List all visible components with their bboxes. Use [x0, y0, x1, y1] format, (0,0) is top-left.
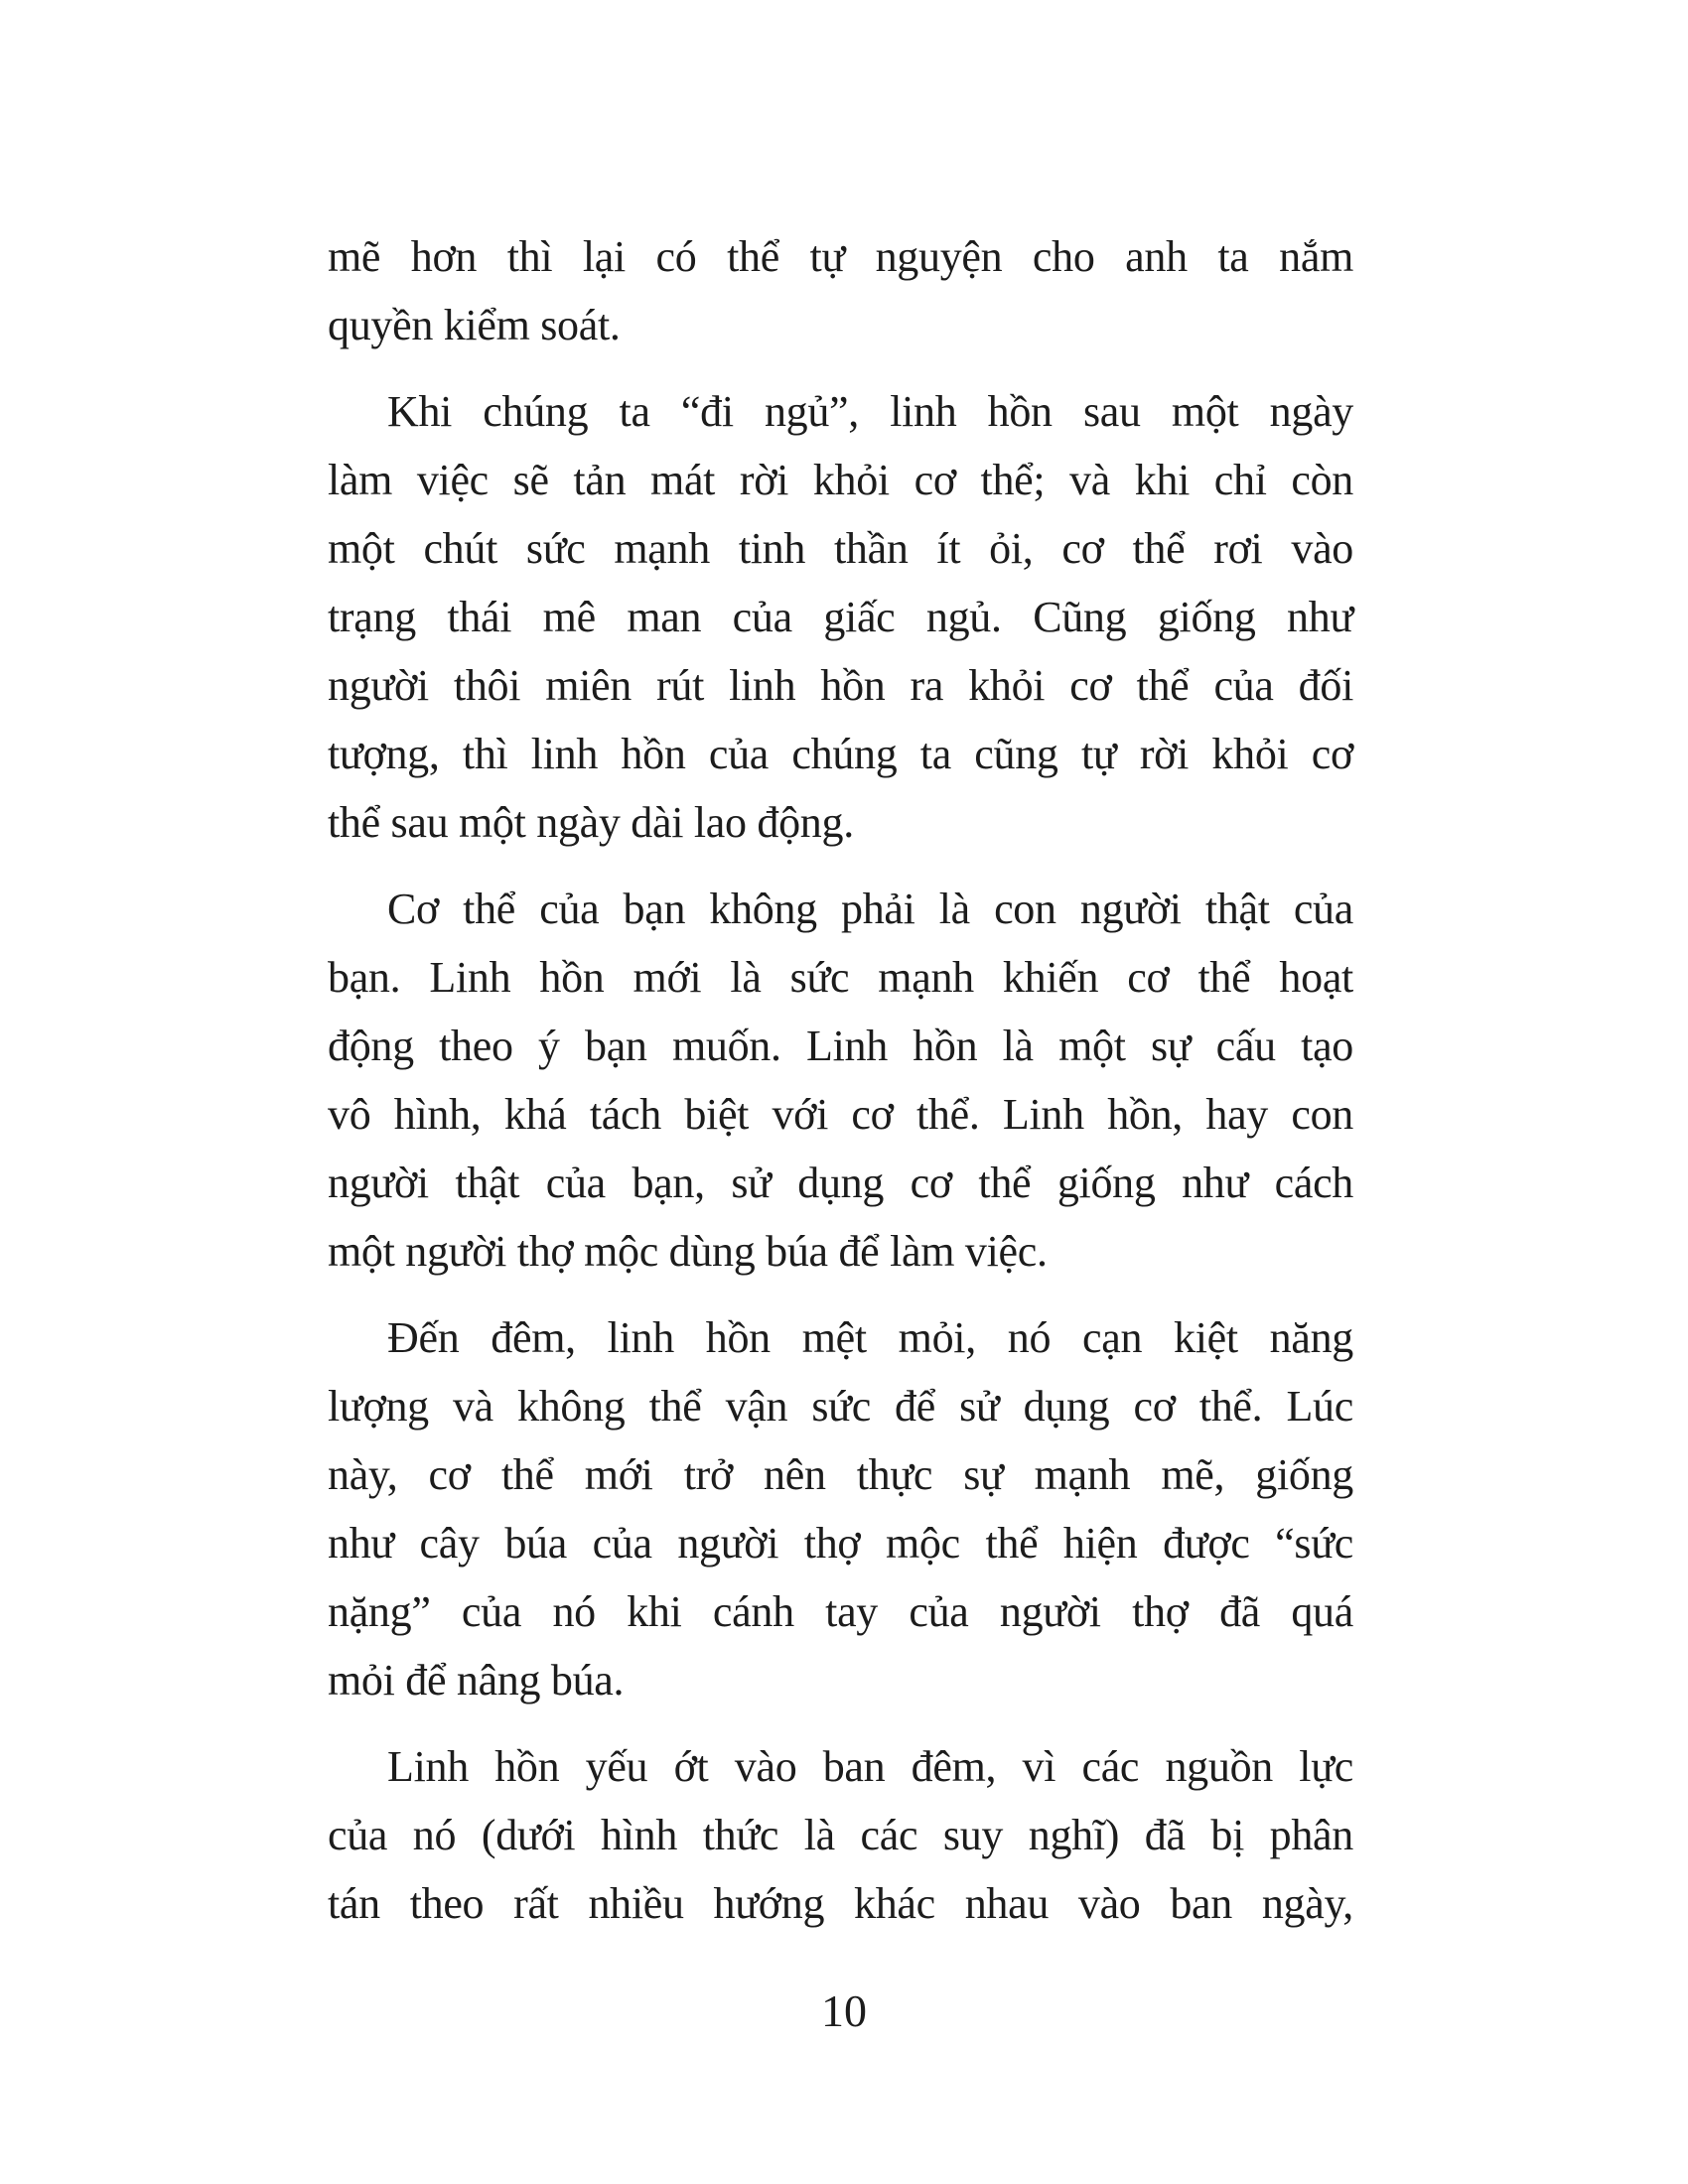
- text-line: như cây búa của người thợ mộc thể hiện được “sức: [328, 1519, 1353, 1568]
- text-line: thể sau một ngày dài lao động.: [328, 798, 854, 847]
- text-line: quyền kiểm soát.: [328, 301, 621, 349]
- text-line: vô hình, khá tách biệt với cơ thể. Linh hồn, hay con: [328, 1090, 1353, 1139]
- body-text: [328, 205, 1353, 1954]
- text-line: mỏi để nâng búa.: [328, 1656, 625, 1705]
- text-line: này, cơ thể mới trở nên thực sự mạnh mẽ, giống: [328, 1450, 1353, 1499]
- text-line: Cơ thể của bạn không phải là con người thật của: [387, 885, 1353, 933]
- text-line: động theo ý bạn muốn. Linh hồn là một sự cấu tạo: [328, 1022, 1353, 1070]
- text-line: trạng thái mê man của giấc ngủ. Cũng giống như: [328, 593, 1353, 641]
- text-line: một chút sức mạnh tinh thần ít ỏi, cơ thể rơi vào: [328, 524, 1353, 573]
- text-line: người thôi miên rút linh hồn ra khỏi cơ thể của đối: [328, 661, 1353, 710]
- text-line: một người thợ mộc dùng búa để làm việc.: [328, 1227, 1048, 1276]
- text-line: của nó (dưới hình thức là các suy nghĩ) đã bị phân: [328, 1811, 1353, 1859]
- text-line: lượng và không thể vận sức để sử dụng cơ thể. Lúc: [328, 1382, 1353, 1431]
- text-line: tượng, thì linh hồn của chúng ta cũng tự rời khỏi cơ: [328, 730, 1353, 778]
- text-line: bạn. Linh hồn mới là sức mạnh khiến cơ thể hoạt: [328, 953, 1353, 1002]
- text-line: Đến đêm, linh hồn mệt mỏi, nó cạn kiệt năng: [387, 1313, 1353, 1362]
- page-number: 10: [821, 1985, 867, 2036]
- text-line: Linh hồn yếu ớt vào ban đêm, vì các nguồn lực: [387, 1742, 1353, 1791]
- text-line: tán theo rất nhiều hướng khác nhau vào ban ngày,: [328, 1879, 1353, 1928]
- text-line: người thật của bạn, sử dụng cơ thể giống như cách: [328, 1159, 1353, 1207]
- text-line: Khi chúng ta “đi ngủ”, linh hồn sau một ngày: [387, 387, 1353, 436]
- text-line: mẽ hơn thì lại có thể tự nguyện cho anh ta nắm: [328, 232, 1353, 281]
- text-line: làm việc sẽ tản mát rời khỏi cơ thể; và khi chỉ còn: [328, 456, 1353, 504]
- text-line: nặng” của nó khi cánh tay của người thợ đã quá: [328, 1587, 1353, 1636]
